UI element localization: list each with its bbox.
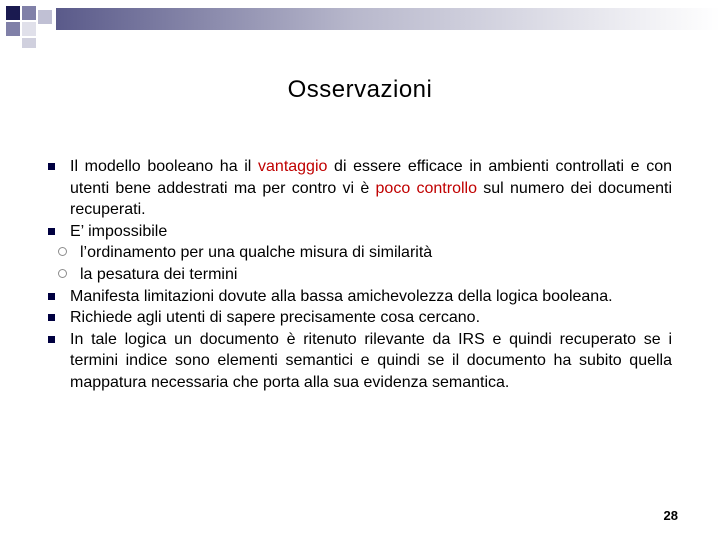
square-bullet-icon (48, 163, 55, 170)
circle-bullet-icon (58, 247, 67, 256)
square-bullet-icon (48, 314, 55, 321)
header-decoration (0, 0, 720, 60)
sub-item-1-text: l’ordinamento per una qualche misura di similarità (80, 244, 433, 262)
sub-bullet-item-1 (48, 242, 672, 264)
bullet-item-1 (48, 156, 672, 221)
slide-title: Osservazioni (287, 76, 433, 103)
bullet-item-2 (48, 221, 672, 243)
square-bullet-icon (48, 228, 55, 235)
item-1-text-e: sul numero dei documenti recuperati. (70, 179, 673, 219)
item-5-text: In tale logica un documento è ritenuto rilevante da IRS e quindi recuperato se i termini indice sono elementi semantici e quindi se il documento ha subito quella mappatura necessaria che porta alla sua evidenza semantica. (70, 330, 672, 391)
circle-bullet-icon (58, 269, 67, 278)
bullet-item-4 (48, 307, 672, 329)
item-1-text-a: Il modello booleano ha il (70, 158, 259, 175)
page-number: 28 (663, 508, 678, 523)
square-bullet-icon (48, 293, 55, 300)
bullet-item-5 (48, 329, 672, 394)
slide-content (48, 156, 672, 394)
item-1-text-c: di essere efficace in ambienti controllati e con utenti bene addestrati ma per contro vi è (70, 158, 672, 197)
item-1-highlight-vantaggio: vantaggio (258, 158, 328, 175)
item-4-text: Richiede agli utenti di sapere precisamente cosa cercano. (70, 309, 481, 327)
sub-bullet-item-2 (48, 264, 672, 286)
item-1-highlight-poco-controllo: poco controllo (375, 179, 477, 197)
bullet-item-3 (48, 286, 672, 308)
item-2-text: E’ impossibile (70, 222, 168, 240)
item-3-text: Manifesta limitazioni dovute alla bassa amichevolezza della logica booleana. (70, 287, 613, 305)
square-bullet-icon (48, 336, 55, 343)
sub-item-2-text: la pesatura dei termini (80, 265, 238, 283)
